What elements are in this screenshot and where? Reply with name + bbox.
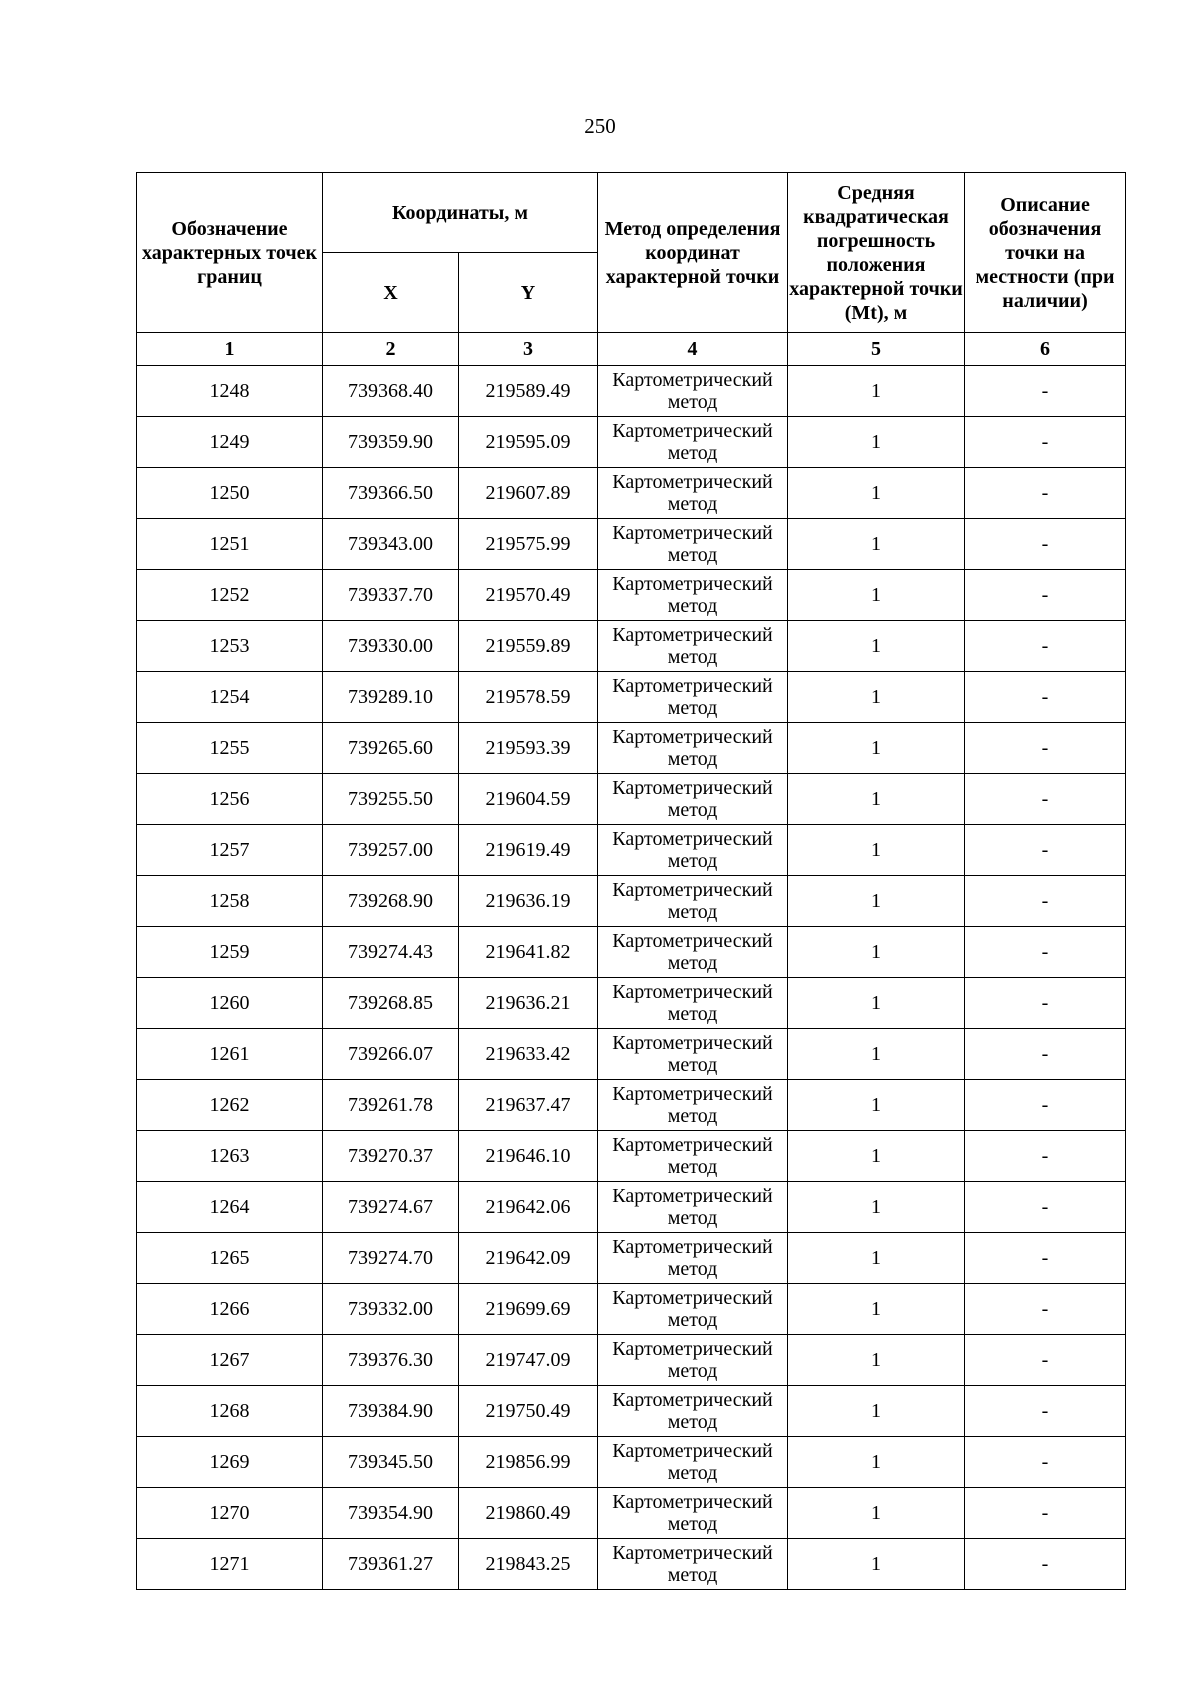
method-text-line1: Картометрический: [612, 777, 773, 799]
y-coordinate-cell: 219636.19: [459, 876, 598, 927]
y-coordinate-cell: 219559.89: [459, 621, 598, 672]
error-cell: 1: [788, 1437, 965, 1488]
point-id-cell: 1251: [137, 519, 323, 570]
method-cell: [598, 1437, 788, 1488]
method-cell: [598, 672, 788, 723]
point-id-cell: 1269: [137, 1437, 323, 1488]
method-text-line1: Картометрический: [612, 1083, 773, 1105]
method-cell: [598, 978, 788, 1029]
method-text-line2: метод: [667, 697, 718, 719]
header-coordinates: Координаты, м: [323, 173, 598, 253]
description-cell: -: [965, 519, 1126, 570]
y-coordinate-cell: 219750.49: [459, 1386, 598, 1437]
x-coordinate-cell: 739366.50: [323, 468, 459, 519]
x-coordinate-cell: 739337.70: [323, 570, 459, 621]
table-row: [137, 774, 1126, 825]
error-cell: 1: [788, 774, 965, 825]
description-cell: -: [965, 1131, 1126, 1182]
column-number: 5: [788, 333, 965, 366]
method-text-line1: Картометрический: [612, 1032, 773, 1054]
x-coordinate-cell: 739261.78: [323, 1080, 459, 1131]
x-coordinate-cell: 739343.00: [323, 519, 459, 570]
description-cell: -: [965, 825, 1126, 876]
table-row: [137, 1488, 1126, 1539]
error-cell: 1: [788, 1539, 965, 1590]
method-cell: [598, 570, 788, 621]
method-text-line1: Картометрический: [612, 1389, 773, 1411]
description-cell: -: [965, 672, 1126, 723]
x-coordinate-cell: 739274.43: [323, 927, 459, 978]
method-cell: [598, 519, 788, 570]
x-coordinate-cell: 739361.27: [323, 1539, 459, 1590]
point-id-cell: 1248: [137, 366, 323, 417]
method-text-line1: Картометрический: [612, 573, 773, 595]
x-coordinate-cell: 739376.30: [323, 1335, 459, 1386]
description-cell: -: [965, 621, 1126, 672]
y-coordinate-cell: 219578.59: [459, 672, 598, 723]
error-cell: 1: [788, 1080, 965, 1131]
description-cell: -: [965, 774, 1126, 825]
table-row: [137, 366, 1126, 417]
method-cell: [598, 927, 788, 978]
point-id-cell: 1259: [137, 927, 323, 978]
page-number: 250: [584, 114, 616, 138]
description-cell: -: [965, 468, 1126, 519]
method-cell: [598, 366, 788, 417]
point-id-cell: 1249: [137, 417, 323, 468]
point-id-cell: 1271: [137, 1539, 323, 1590]
error-cell: 1: [788, 978, 965, 1029]
header-row-top: [137, 173, 1126, 253]
x-coordinate-cell: 739270.37: [323, 1131, 459, 1182]
method-cell: [598, 1233, 788, 1284]
header-method: Метод определения координат характерной точки: [598, 173, 788, 333]
point-id-cell: 1258: [137, 876, 323, 927]
point-id-cell: 1261: [137, 1029, 323, 1080]
y-coordinate-cell: 219699.69: [459, 1284, 598, 1335]
x-coordinate-cell: 739368.40: [323, 366, 459, 417]
method-text-line2: метод: [667, 646, 718, 668]
method-text-line2: метод: [667, 493, 718, 515]
method-cell: [598, 1182, 788, 1233]
description-cell: -: [965, 1182, 1126, 1233]
y-coordinate-cell: 219642.06: [459, 1182, 598, 1233]
method-text-line1: Картометрический: [612, 1287, 773, 1309]
table-row: [137, 1386, 1126, 1437]
method-text-line2: метод: [667, 1003, 718, 1025]
point-id-cell: 1256: [137, 774, 323, 825]
method-cell: [598, 468, 788, 519]
error-cell: 1: [788, 1386, 965, 1437]
error-cell: 1: [788, 621, 965, 672]
method-cell: [598, 1131, 788, 1182]
description-cell: -: [965, 927, 1126, 978]
error-cell: 1: [788, 1131, 965, 1182]
method-text-line1: Картометрический: [612, 930, 773, 952]
description-cell: -: [965, 570, 1126, 621]
x-coordinate-cell: 739265.60: [323, 723, 459, 774]
point-id-cell: 1268: [137, 1386, 323, 1437]
error-cell: 1: [788, 1182, 965, 1233]
y-coordinate-cell: 219856.99: [459, 1437, 598, 1488]
y-coordinate-cell: 219593.39: [459, 723, 598, 774]
method-text-line2: метод: [667, 442, 718, 464]
method-text-line2: метод: [667, 901, 718, 923]
method-text-line2: метод: [667, 952, 718, 974]
method-text-line2: метод: [667, 1156, 718, 1178]
method-text-line2: метод: [667, 1258, 718, 1280]
header-description: Описание обозначения точки на местности (при наличии): [965, 173, 1126, 333]
method-text-line1: Картометрический: [612, 981, 773, 1003]
description-cell: -: [965, 1335, 1126, 1386]
point-id-cell: 1270: [137, 1488, 323, 1539]
error-cell: 1: [788, 723, 965, 774]
point-id-cell: 1253: [137, 621, 323, 672]
method-text-line1: Картометрический: [612, 1440, 773, 1462]
table-header: [137, 173, 1126, 366]
method-cell: [598, 417, 788, 468]
method-cell: [598, 876, 788, 927]
method-text-line2: метод: [667, 1411, 718, 1433]
table-row: [137, 570, 1126, 621]
point-id-cell: 1263: [137, 1131, 323, 1182]
table-row: [137, 672, 1126, 723]
method-cell: [598, 1284, 788, 1335]
method-text-line1: Картометрический: [612, 828, 773, 850]
point-id-cell: 1255: [137, 723, 323, 774]
method-text-line2: метод: [667, 748, 718, 770]
x-coordinate-cell: 739289.10: [323, 672, 459, 723]
method-text-line2: метод: [667, 391, 718, 413]
error-cell: 1: [788, 825, 965, 876]
description-cell: -: [965, 1437, 1126, 1488]
error-cell: 1: [788, 876, 965, 927]
error-cell: 1: [788, 417, 965, 468]
description-cell: -: [965, 1386, 1126, 1437]
point-id-cell: 1254: [137, 672, 323, 723]
method-text-line2: метод: [667, 1054, 718, 1076]
method-cell: [598, 1539, 788, 1590]
method-text-line2: метод: [667, 1360, 718, 1382]
header-y: Y: [459, 253, 598, 333]
method-text-line1: Картометрический: [612, 1338, 773, 1360]
method-text-line1: Картометрический: [612, 726, 773, 748]
error-cell: 1: [788, 366, 965, 417]
y-coordinate-cell: 219843.25: [459, 1539, 598, 1590]
error-cell: 1: [788, 570, 965, 621]
y-coordinate-cell: 219646.10: [459, 1131, 598, 1182]
y-coordinate-cell: 219607.89: [459, 468, 598, 519]
table-row: [137, 978, 1126, 1029]
point-id-cell: 1264: [137, 1182, 323, 1233]
method-text-line2: метод: [667, 850, 718, 872]
x-coordinate-cell: 739332.00: [323, 1284, 459, 1335]
column-number: 1: [137, 333, 323, 366]
method-text-line2: метод: [667, 1462, 718, 1484]
error-cell: 1: [788, 1233, 965, 1284]
method-text-line2: метод: [667, 1309, 718, 1331]
x-coordinate-cell: 739384.90: [323, 1386, 459, 1437]
y-coordinate-cell: 219575.99: [459, 519, 598, 570]
x-coordinate-cell: 739255.50: [323, 774, 459, 825]
method-text-line2: метод: [667, 1207, 718, 1229]
method-text-line1: Картометрический: [612, 471, 773, 493]
error-cell: 1: [788, 1029, 965, 1080]
table-row: [137, 621, 1126, 672]
description-cell: -: [965, 1539, 1126, 1590]
x-coordinate-cell: 739354.90: [323, 1488, 459, 1539]
point-id-cell: 1262: [137, 1080, 323, 1131]
coordinates-table: [136, 172, 1126, 1590]
header-x: X: [323, 253, 459, 333]
method-cell: [598, 1488, 788, 1539]
table-row: [137, 1233, 1126, 1284]
description-cell: -: [965, 1080, 1126, 1131]
method-text-line2: метод: [667, 1564, 718, 1586]
table-row: [137, 1029, 1126, 1080]
header-point-designation: Обозначение характерных точек границ: [137, 173, 323, 333]
method-text-line2: метод: [667, 799, 718, 821]
table-row: [137, 1284, 1126, 1335]
method-cell: [598, 1386, 788, 1437]
table-row: [137, 876, 1126, 927]
method-text-line1: Картометрический: [612, 675, 773, 697]
method-text-line1: Картометрический: [612, 1491, 773, 1513]
column-number: 2: [323, 333, 459, 366]
table-row: [137, 927, 1126, 978]
method-text-line1: Картометрический: [612, 624, 773, 646]
y-coordinate-cell: 219595.09: [459, 417, 598, 468]
error-cell: 1: [788, 1335, 965, 1386]
method-cell: [598, 621, 788, 672]
table-row: [137, 1182, 1126, 1233]
table-row: [137, 723, 1126, 774]
table-row: [137, 519, 1126, 570]
description-cell: -: [965, 1233, 1126, 1284]
x-coordinate-cell: 739274.67: [323, 1182, 459, 1233]
table-row: [137, 1437, 1126, 1488]
x-coordinate-cell: 739257.00: [323, 825, 459, 876]
error-cell: 1: [788, 672, 965, 723]
table-row: [137, 1080, 1126, 1131]
y-coordinate-cell: 219619.49: [459, 825, 598, 876]
method-text-line2: метод: [667, 595, 718, 617]
point-id-cell: 1267: [137, 1335, 323, 1386]
header-mean-square-error: Средняя квадратическая погрешность положения характерной точки (Mt), м: [788, 173, 965, 333]
x-coordinate-cell: 739359.90: [323, 417, 459, 468]
table-row: [137, 825, 1126, 876]
description-cell: -: [965, 1488, 1126, 1539]
method-cell: [598, 1029, 788, 1080]
method-text-line1: Картометрический: [612, 879, 773, 901]
table-row: [137, 417, 1126, 468]
point-id-cell: 1265: [137, 1233, 323, 1284]
method-cell: [598, 1335, 788, 1386]
method-text-line1: Картометрический: [612, 1236, 773, 1258]
x-coordinate-cell: 739268.90: [323, 876, 459, 927]
error-cell: 1: [788, 1284, 965, 1335]
description-cell: -: [965, 417, 1126, 468]
description-cell: -: [965, 723, 1126, 774]
y-coordinate-cell: 219633.42: [459, 1029, 598, 1080]
method-text-line2: метод: [667, 544, 718, 566]
method-text-line1: Картометрический: [612, 369, 773, 391]
y-coordinate-cell: 219860.49: [459, 1488, 598, 1539]
column-number-row: [137, 333, 1126, 366]
column-number: 4: [598, 333, 788, 366]
table-body: [137, 366, 1126, 1590]
method-text-line2: метод: [667, 1105, 718, 1127]
method-text-line1: Картометрический: [612, 522, 773, 544]
y-coordinate-cell: 219637.47: [459, 1080, 598, 1131]
x-coordinate-cell: 739266.07: [323, 1029, 459, 1080]
y-coordinate-cell: 219641.82: [459, 927, 598, 978]
method-cell: [598, 723, 788, 774]
x-coordinate-cell: 739274.70: [323, 1233, 459, 1284]
description-cell: -: [965, 1029, 1126, 1080]
error-cell: 1: [788, 519, 965, 570]
y-coordinate-cell: 219642.09: [459, 1233, 598, 1284]
table-row: [137, 1335, 1126, 1386]
table-row: [137, 1539, 1126, 1590]
column-number: 3: [459, 333, 598, 366]
y-coordinate-cell: 219570.49: [459, 570, 598, 621]
error-cell: 1: [788, 1488, 965, 1539]
point-id-cell: 1266: [137, 1284, 323, 1335]
method-cell: [598, 1080, 788, 1131]
method-cell: [598, 774, 788, 825]
y-coordinate-cell: 219589.49: [459, 366, 598, 417]
description-cell: -: [965, 366, 1126, 417]
description-cell: -: [965, 978, 1126, 1029]
method-text-line1: Картометрический: [612, 420, 773, 442]
method-text-line1: Картометрический: [612, 1542, 773, 1564]
y-coordinate-cell: 219636.21: [459, 978, 598, 1029]
error-cell: 1: [788, 468, 965, 519]
table-row: [137, 1131, 1126, 1182]
method-text-line2: метод: [667, 1513, 718, 1535]
error-cell: 1: [788, 927, 965, 978]
point-id-cell: 1252: [137, 570, 323, 621]
table-row: [137, 468, 1126, 519]
description-cell: -: [965, 876, 1126, 927]
point-id-cell: 1257: [137, 825, 323, 876]
y-coordinate-cell: 219747.09: [459, 1335, 598, 1386]
method-text-line1: Картометрический: [612, 1185, 773, 1207]
y-coordinate-cell: 219604.59: [459, 774, 598, 825]
x-coordinate-cell: 739345.50: [323, 1437, 459, 1488]
description-cell: -: [965, 1284, 1126, 1335]
point-id-cell: 1250: [137, 468, 323, 519]
x-coordinate-cell: 739330.00: [323, 621, 459, 672]
x-coordinate-cell: 739268.85: [323, 978, 459, 1029]
point-id-cell: 1260: [137, 978, 323, 1029]
method-text-line1: Картометрический: [612, 1134, 773, 1156]
method-cell: [598, 825, 788, 876]
column-number: 6: [965, 333, 1126, 366]
